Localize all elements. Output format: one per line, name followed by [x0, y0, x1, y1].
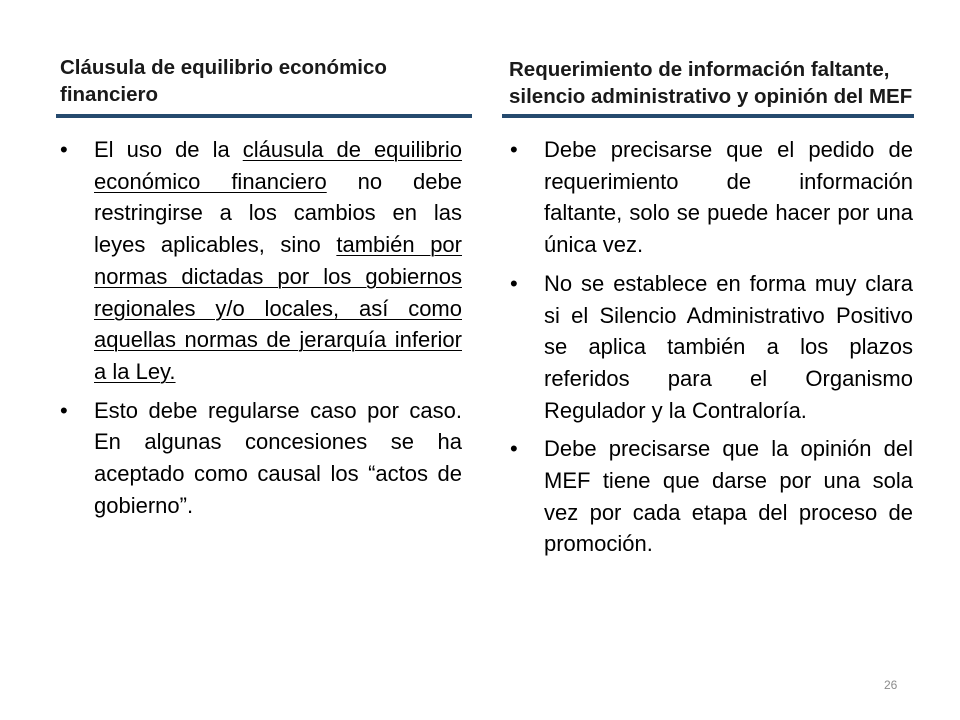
bullet-dot-icon: • — [60, 397, 68, 423]
underlined-text: también por normas dictadas por los gobiernos regionales y/o locales, así como aquellas normas de jerarquía inferior a la Ley. — [94, 232, 462, 384]
bullet-dot-icon: • — [510, 436, 518, 462]
page-number: 26 — [884, 678, 898, 692]
bullet-text: no debe restringirse a los cambios en las leyes aplicables, sino — [94, 168, 462, 258]
left-heading-box — [58, 0, 472, 114]
bullet-item — [508, 134, 913, 261]
right-divider — [502, 114, 914, 118]
left-column — [58, 0, 472, 114]
bullet-item — [58, 395, 462, 522]
bullet-text: Esto debe regularse caso por caso. En algunas concesiones se ha aceptado como causal los “actos de gobierno”. — [94, 397, 462, 518]
left-divider — [56, 114, 472, 118]
bullet-dot-icon: • — [510, 137, 518, 162]
bullet-item — [508, 268, 913, 427]
bullet-item — [58, 134, 462, 388]
right-column — [505, 0, 913, 114]
bullet-dot-icon: • — [510, 270, 518, 296]
right-bullet-list — [508, 134, 913, 567]
bullet-dot-icon: • — [60, 137, 68, 162]
bullet-text: Debe precisarse que el pedido de requerimiento de información faltante, solo se puede hacer por una única vez. — [544, 137, 913, 258]
bullet-text: El uso de la — [94, 137, 243, 162]
underlined-text: cláusula de equilibrio económico financiero — [94, 137, 463, 194]
bullet-item — [508, 433, 913, 560]
left-bullet-list — [58, 134, 462, 528]
bullet-text: Debe precisarse que la opinión del MEF tiene que darse por una sola vez por cada etapa del proceso de promoción. — [544, 436, 913, 557]
right-heading-box — [505, 0, 913, 114]
left-heading: Cláusula de equilibrio económico financiero — [60, 56, 387, 106]
bullet-text: No se establece en forma muy clara si el Silencio Administrativo Positivo se aplica también a los plazos referidos para el Organismo Regulador y la Contraloría. — [544, 270, 913, 423]
right-heading: Requerimiento de información faltante, silencio administrativo y opinión del MEF — [509, 58, 913, 108]
